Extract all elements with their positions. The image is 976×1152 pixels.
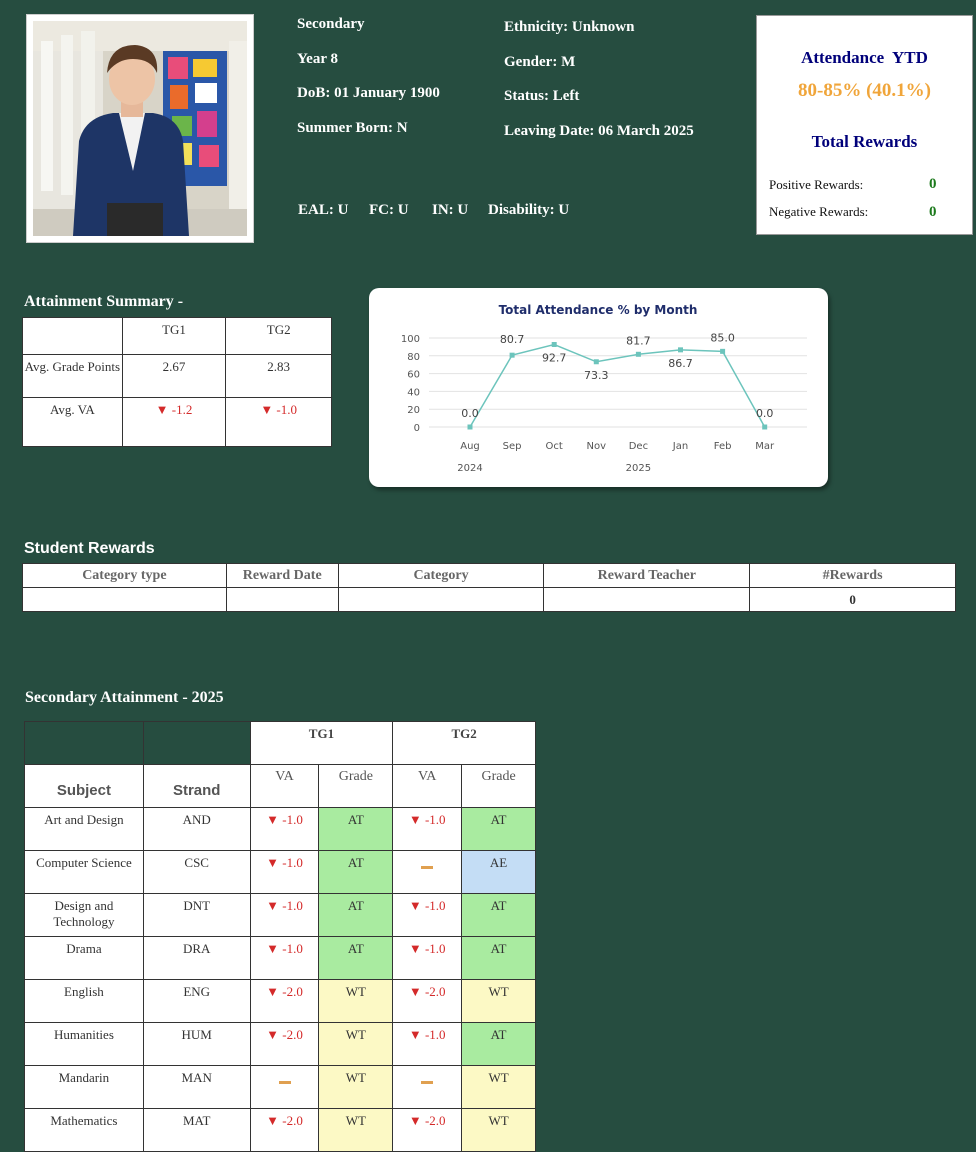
status-label: Status: Left bbox=[504, 88, 580, 104]
sa-va-tg1-cell bbox=[250, 1066, 319, 1109]
table-row bbox=[25, 808, 536, 851]
x-tick-label: Nov bbox=[586, 441, 607, 452]
secondary-attainment-table bbox=[24, 721, 536, 1152]
year-label: Year 8 bbox=[297, 51, 338, 67]
sa-strand-cell: MAT bbox=[143, 1109, 250, 1152]
sa-va-tg2-cell: ▼ -2.0 bbox=[393, 980, 462, 1023]
attendance-ytd-value: 80-85% (40.1%) bbox=[798, 80, 931, 101]
rewards-cell bbox=[23, 588, 227, 612]
data-label: 0.0 bbox=[461, 407, 479, 420]
sa-subject-cell: English bbox=[25, 980, 144, 1023]
sa-empty-header bbox=[143, 722, 250, 765]
data-label: 0.0 bbox=[755, 407, 774, 420]
sa-strand-cell: HUM bbox=[143, 1023, 250, 1066]
attendance-chart bbox=[369, 288, 828, 487]
x-tick-label: Dec bbox=[628, 441, 649, 452]
sa-subject-cell: Computer Science bbox=[25, 851, 144, 894]
avg-grade-points-tg2: 2.83 bbox=[226, 355, 332, 398]
sa-subject-cell: Mathematics bbox=[25, 1109, 144, 1152]
x-year-label: 2025 bbox=[625, 463, 652, 474]
sa-group-tg1: TG1 bbox=[250, 722, 393, 765]
sa-header-grade-tg2: Grade bbox=[462, 765, 536, 808]
data-point bbox=[678, 347, 683, 352]
attainment-summary-header-row bbox=[23, 318, 332, 355]
dob-label: DoB: 01 January 1900 bbox=[297, 85, 440, 101]
total-rewards-title: Total Rewards bbox=[811, 132, 918, 151]
rewards-header-reward-teacher: Reward Teacher bbox=[544, 564, 750, 588]
data-point bbox=[720, 349, 725, 354]
data-point bbox=[510, 353, 515, 358]
x-tick-label: Oct bbox=[545, 441, 563, 452]
attainment-summary-header: TG1 bbox=[122, 318, 226, 355]
sa-header-strand: Strand bbox=[143, 765, 250, 808]
rewards-total: 0 bbox=[750, 588, 956, 612]
sa-va-tg1-cell: ▼ -2.0 bbox=[250, 1023, 319, 1066]
no-change-dash-icon bbox=[279, 1081, 291, 1084]
sa-subject-cell: Design and Technology bbox=[25, 894, 144, 937]
rewards-header-reward-date: Reward Date bbox=[226, 564, 338, 588]
student-rewards-table bbox=[22, 563, 956, 612]
sa-va-tg1-cell: ▼ -1.0 bbox=[250, 851, 319, 894]
data-point bbox=[762, 425, 767, 430]
leaving-date-label: Leaving Date: 06 March 2025 bbox=[504, 123, 694, 139]
data-label: 92.7 bbox=[541, 351, 567, 365]
sa-group-tg2: TG2 bbox=[393, 722, 536, 765]
y-tick-label: 80 bbox=[407, 351, 420, 363]
attainment-summary-header: TG2 bbox=[226, 318, 332, 355]
chart-title: Total Attendance % by Month bbox=[498, 303, 698, 317]
sa-va-tg1-cell: ▼ -2.0 bbox=[250, 980, 319, 1023]
attainment-summary-row bbox=[23, 355, 332, 398]
x-year-label: 2024 bbox=[457, 463, 483, 474]
rewards-cell bbox=[338, 588, 544, 612]
sa-grade-tg1-cell: WT bbox=[319, 1109, 393, 1152]
y-tick-label: 100 bbox=[400, 334, 420, 345]
fc-label: FC: U bbox=[369, 202, 409, 218]
rewards-cell bbox=[226, 588, 338, 612]
sa-grade-tg1-cell: AT bbox=[319, 851, 393, 894]
in-label: IN: U bbox=[432, 202, 469, 218]
sa-subject-cell: Mandarin bbox=[25, 1066, 144, 1109]
sa-header-subject: Subject bbox=[25, 765, 144, 808]
data-label: 80.7 bbox=[499, 333, 525, 347]
sa-va-tg1-cell: ▼ -1.0 bbox=[250, 937, 319, 980]
data-label: 73.3 bbox=[584, 368, 609, 382]
data-label: 81.7 bbox=[626, 334, 651, 348]
sa-grade-tg2-cell: AT bbox=[462, 894, 536, 937]
avg-va-tg1: ▼ -1.2 bbox=[122, 398, 226, 447]
sa-va-tg2-cell bbox=[393, 851, 462, 894]
sa-grade-tg1-cell: WT bbox=[319, 980, 393, 1023]
attainment-summary-label: Avg. VA bbox=[23, 398, 123, 447]
ytd-summary-card bbox=[756, 15, 973, 235]
data-point bbox=[552, 342, 557, 347]
sa-header-grade-tg1: Grade bbox=[319, 765, 393, 808]
sa-group-header-row bbox=[25, 722, 536, 765]
sa-strand-cell: DNT bbox=[143, 894, 250, 937]
positive-rewards-label: Positive Rewards: bbox=[769, 177, 864, 192]
student-photo bbox=[26, 14, 254, 243]
ethnicity-label: Ethnicity: Unknown bbox=[504, 19, 635, 35]
sa-grade-tg1-cell: WT bbox=[319, 1023, 393, 1066]
sa-empty-header bbox=[25, 722, 144, 765]
sa-strand-cell: ENG bbox=[143, 980, 250, 1023]
sa-va-tg2-cell bbox=[393, 1066, 462, 1109]
rewards-header-row bbox=[23, 564, 956, 588]
sa-grade-tg2-cell: AT bbox=[462, 1023, 536, 1066]
sa-va-tg2-cell: ▼ -1.0 bbox=[393, 937, 462, 980]
rewards-header-category-type: Category type bbox=[23, 564, 227, 588]
rewards-header-category: Category bbox=[338, 564, 544, 588]
sa-strand-cell: CSC bbox=[143, 851, 250, 894]
data-label: 86.7 bbox=[668, 356, 693, 370]
sa-subject-cell: Drama bbox=[25, 937, 144, 980]
sa-va-tg1-cell: ▼ -1.0 bbox=[250, 808, 319, 851]
data-point bbox=[594, 359, 599, 364]
negative-rewards-label: Negative Rewards: bbox=[769, 204, 869, 219]
data-point bbox=[636, 352, 641, 357]
attendance-ytd-title: Attendance YTD bbox=[801, 48, 928, 67]
sa-grade-tg1-cell: WT bbox=[319, 1066, 393, 1109]
y-tick-label: 40 bbox=[407, 387, 420, 399]
sa-grade-tg2-cell: WT bbox=[462, 1109, 536, 1152]
attendance-chart-card bbox=[369, 288, 828, 487]
sa-grade-tg2-cell: AT bbox=[462, 937, 536, 980]
sa-subheader-row bbox=[25, 765, 536, 808]
sa-grade-tg1-cell: AT bbox=[319, 937, 393, 980]
sa-va-tg1-cell: ▼ -2.0 bbox=[250, 1109, 319, 1152]
table-row bbox=[25, 937, 536, 980]
phase-label: Secondary bbox=[297, 16, 365, 32]
summer-born-label: Summer Born: N bbox=[297, 120, 408, 136]
positive-rewards-value: 0 bbox=[929, 176, 937, 192]
sa-strand-cell: DRA bbox=[143, 937, 250, 980]
sa-strand-cell: MAN bbox=[143, 1066, 250, 1109]
sa-va-tg2-cell: ▼ -1.0 bbox=[393, 808, 462, 851]
sa-va-tg1-cell: ▼ -1.0 bbox=[250, 894, 319, 937]
sa-grade-tg2-cell: AE bbox=[462, 851, 536, 894]
sa-grade-tg1-cell: AT bbox=[319, 894, 393, 937]
attainment-summary-label: Avg. Grade Points bbox=[23, 355, 123, 398]
table-row bbox=[25, 1109, 536, 1152]
y-tick-label: 20 bbox=[407, 405, 420, 417]
sa-va-tg2-cell: ▼ -1.0 bbox=[393, 894, 462, 937]
table-row bbox=[25, 1023, 536, 1066]
sa-va-tg2-cell: ▼ -1.0 bbox=[393, 1023, 462, 1066]
x-tick-label: Sep bbox=[502, 441, 522, 452]
no-change-dash-icon bbox=[421, 1081, 433, 1084]
x-tick-label: Aug bbox=[460, 441, 480, 452]
negative-rewards-value: 0 bbox=[929, 204, 937, 220]
sa-subject-cell: Art and Design bbox=[25, 808, 144, 851]
attainment-summary-table bbox=[22, 317, 332, 447]
student-photo-image bbox=[33, 21, 247, 236]
rewards-header-count: #Rewards bbox=[750, 564, 956, 588]
disability-label: Disability: U bbox=[488, 202, 570, 218]
data-point bbox=[468, 425, 473, 430]
avg-va-tg2: ▼ -1.0 bbox=[226, 398, 332, 447]
sa-grade-tg2-cell: AT bbox=[462, 808, 536, 851]
avg-grade-points-tg1: 2.67 bbox=[122, 355, 226, 398]
y-tick-label: 60 bbox=[407, 369, 420, 381]
gender-label: Gender: M bbox=[504, 54, 576, 70]
sa-strand-cell: AND bbox=[143, 808, 250, 851]
rewards-row bbox=[23, 588, 956, 612]
sa-grade-tg2-cell: WT bbox=[462, 980, 536, 1023]
attainment-summary-title: Attainment Summary - bbox=[24, 293, 184, 310]
student-rewards-title: Student Rewards bbox=[24, 540, 155, 557]
secondary-attainment-title: Secondary Attainment - 2025 bbox=[25, 689, 224, 706]
sa-header-va-tg2: VA bbox=[393, 765, 462, 808]
eal-label: EAL: U bbox=[298, 202, 349, 218]
sa-grade-tg2-cell: WT bbox=[462, 1066, 536, 1109]
x-tick-label: Jan bbox=[672, 441, 689, 452]
data-label: 85.0 bbox=[710, 331, 735, 345]
y-tick-label: 0 bbox=[413, 423, 420, 434]
no-change-dash-icon bbox=[421, 866, 433, 869]
x-tick-label: Mar bbox=[755, 441, 775, 452]
sa-header-va-tg1: VA bbox=[250, 765, 319, 808]
table-row bbox=[25, 851, 536, 894]
attainment-summary-row bbox=[23, 398, 332, 447]
sa-va-tg2-cell: ▼ -2.0 bbox=[393, 1109, 462, 1152]
sa-subject-cell: Humanities bbox=[25, 1023, 144, 1066]
table-row bbox=[25, 1066, 536, 1109]
table-row bbox=[25, 980, 536, 1023]
table-row bbox=[25, 894, 536, 937]
sa-grade-tg1-cell: AT bbox=[319, 808, 393, 851]
rewards-cell bbox=[544, 588, 750, 612]
attainment-summary-header bbox=[23, 318, 123, 355]
x-tick-label: Feb bbox=[713, 441, 732, 452]
